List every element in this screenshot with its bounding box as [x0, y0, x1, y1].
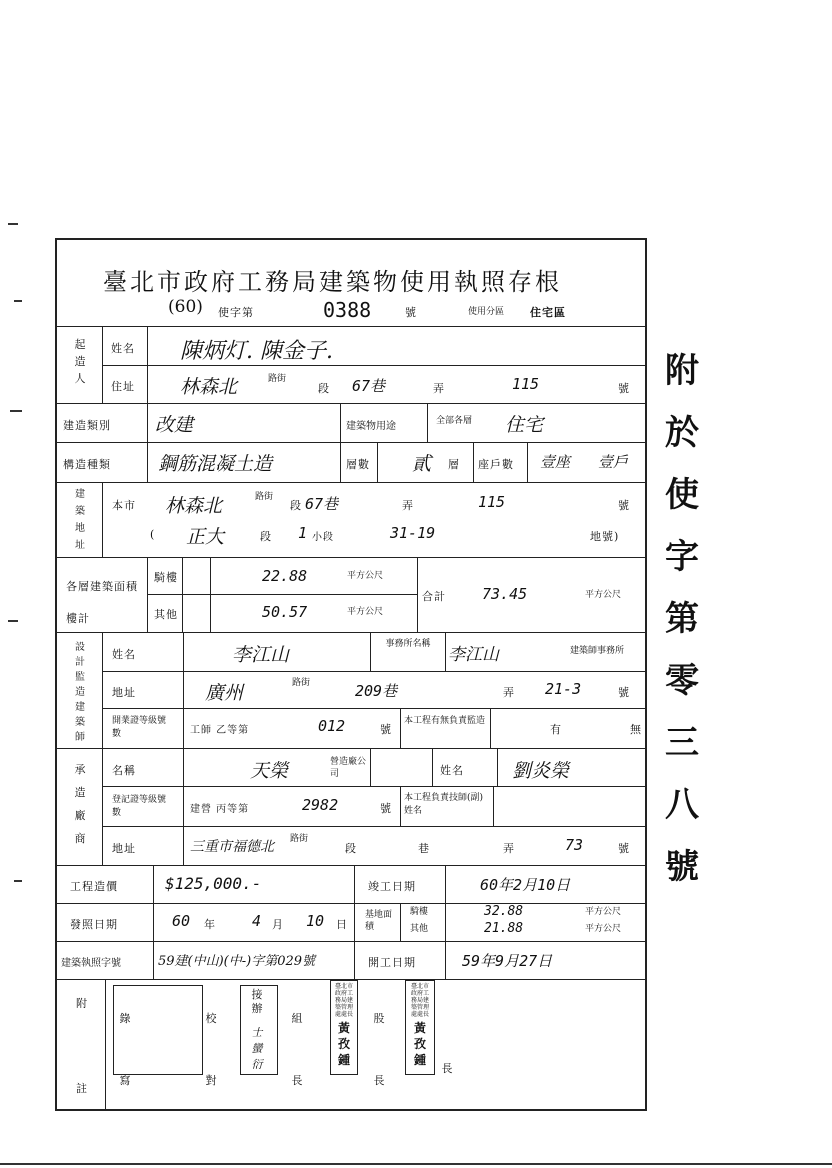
- applicant-address-number: 115: [512, 375, 540, 393]
- units-label: 座戶數: [478, 458, 514, 471]
- handler-value: 士蠻衍: [251, 1026, 263, 1071]
- contractor-reg-number: 2982: [302, 796, 339, 814]
- designer-address-alley: 弄: [503, 686, 515, 699]
- copy-label: 錄寫: [119, 1012, 131, 1087]
- other-label: 其他: [154, 608, 178, 621]
- permit-hao: 號: [405, 306, 417, 319]
- site-subsection: 小段: [312, 532, 334, 543]
- start-label: 開工日期: [368, 956, 416, 969]
- contractor-reg-class: 建營 丙等第: [190, 804, 250, 815]
- site-subsection-no: 1: [298, 524, 308, 542]
- site-arcade-value: 32.88: [484, 904, 524, 919]
- site-other-value: 21.88: [484, 921, 524, 936]
- scan-mark: [14, 300, 22, 302]
- site-lot-no: 31-19: [390, 524, 436, 542]
- issue-month: 4: [252, 912, 262, 930]
- contractor-name-value: 天榮: [250, 760, 289, 782]
- units-seats: 壹座: [540, 453, 571, 471]
- site-arcade-label: 騎樓: [410, 907, 429, 917]
- permit-no-value: 59建(中山)(中-)字第029號: [158, 954, 316, 969]
- remarks-label-bottom: 註: [76, 1082, 88, 1095]
- structure-value: 鋼筋混凝土造: [158, 453, 273, 475]
- cost-label: 工程造價: [70, 880, 118, 893]
- cost-value: $125,000.-: [165, 874, 262, 893]
- site-city: 本市: [112, 499, 136, 512]
- building-use-floor: 全部各層: [436, 416, 473, 426]
- floors-label: 層數: [346, 458, 370, 471]
- designer-address-label: 地址: [112, 686, 136, 699]
- site-paren-open: (: [150, 528, 156, 541]
- group-label: 組長: [291, 1012, 303, 1087]
- contractor-address-alley: 弄: [503, 842, 515, 855]
- zone-label: 使用分區: [468, 307, 505, 317]
- office-value: 李江山: [448, 645, 499, 665]
- issue-day-unit: 日: [336, 918, 348, 931]
- designer-cert-hao: 號: [380, 723, 392, 736]
- arcade-unit: 平方公尺: [347, 571, 384, 581]
- section-chief-label: 股長: [373, 1012, 385, 1087]
- applicant-address-hao: 號: [618, 382, 630, 395]
- other-value: 50.57: [262, 603, 308, 621]
- applicant-address-label: 住址: [111, 380, 135, 393]
- contractor-name-label: 名稱: [112, 764, 136, 777]
- designer-address-number: 21-3: [545, 680, 582, 698]
- designer-name-label: 姓名: [112, 648, 136, 661]
- applicant-address-road: 林森北: [180, 376, 238, 398]
- applicant-address-lane: 67巷: [352, 377, 386, 395]
- contractor-section-label: 承造廠商: [74, 763, 86, 845]
- applicant-road-suffix: 路街: [268, 374, 287, 384]
- other-unit: 平方公尺: [347, 607, 384, 617]
- contractor-address-number: 73: [565, 836, 584, 854]
- stamp1-name: 黃孜鍾: [337, 1021, 350, 1067]
- site-hao: 號: [618, 499, 630, 512]
- site-road-suffix: 路街: [255, 492, 274, 502]
- contractor-reg-hao: 號: [380, 802, 392, 815]
- contractor-person-label: 姓名: [440, 764, 464, 777]
- issue-day: 10: [306, 912, 325, 930]
- site-section: 段: [290, 499, 302, 512]
- units-households: 壹戶: [598, 453, 629, 471]
- building-type-label: 建造類別: [63, 419, 111, 432]
- applicant-section-label: 起造人: [74, 338, 86, 385]
- designer-name-value: 李江山: [232, 644, 290, 666]
- building-use-value: 住宅: [505, 414, 544, 436]
- building-type-value: 改建: [155, 414, 194, 436]
- arcade-value: 22.88: [262, 567, 308, 585]
- site-district-section: 段: [260, 530, 272, 543]
- zone-value: 住宅區: [530, 306, 566, 319]
- start-value: 59年9月27日: [462, 952, 553, 970]
- site-number: 115: [478, 493, 506, 511]
- contractor-address-hao: 號: [618, 842, 630, 855]
- contractor-name-suffix: 營造廠公司: [330, 757, 367, 779]
- building-use-label: 建築物用途: [346, 421, 396, 432]
- issue-year-unit: 年: [204, 918, 216, 931]
- bottom-edge-line: [0, 1163, 832, 1165]
- issue-month-unit: 月: [272, 918, 284, 931]
- designer-section-label: 設計監造建築師: [75, 642, 85, 743]
- designer-cert-class: 工師 乙等第: [190, 725, 250, 736]
- chief-label: 長: [441, 1062, 453, 1075]
- site-lane: 67巷: [305, 495, 339, 513]
- scan-mark: [8, 620, 18, 622]
- handler-label: 接辦: [251, 988, 263, 1015]
- applicant-address-section: 段: [318, 382, 330, 395]
- contractor-tech-label: 本工程負責技師(副)姓名: [404, 793, 484, 816]
- structure-label: 構造種類: [63, 458, 111, 471]
- designer-cert-number: 012: [318, 717, 346, 735]
- site-arcade-unit: 平方公尺: [585, 907, 622, 917]
- site-district: 正大: [186, 526, 225, 548]
- site-other-label: 其他: [410, 924, 429, 934]
- office-suffix: 建築師事務所: [570, 646, 625, 656]
- total-label: 合計: [422, 590, 446, 603]
- total-value: 73.45: [482, 585, 528, 603]
- site-road: 林森北: [165, 495, 223, 517]
- form-title: 臺北市政府工務局建築物使用執照存根: [103, 268, 562, 296]
- office-label: 事務所名稱: [385, 639, 431, 649]
- contractor-address-section: 段: [345, 842, 357, 855]
- responsible-none: 無: [630, 723, 642, 736]
- contractor-address-value: 三重市福德北: [190, 839, 274, 855]
- permit-word: 使字第: [218, 306, 254, 319]
- site-other-unit: 平方公尺: [585, 924, 622, 934]
- designer-address-road: 廣州: [205, 682, 244, 704]
- designer-address-lane: 209巷: [355, 682, 398, 700]
- permit-number: 0388: [323, 298, 372, 322]
- stamp2-title: 臺北市政府工務局建築管理處處長: [410, 983, 429, 1018]
- applicant-name-value: 陳炳灯. 陳金子.: [180, 339, 333, 364]
- complete-label: 竣工日期: [368, 880, 416, 893]
- proof-label: 校對: [205, 1012, 217, 1087]
- site-section-label: 建築地址: [75, 489, 85, 551]
- contractor-person-value: 劉炎榮: [512, 760, 570, 782]
- floors-unit: 層: [448, 458, 460, 471]
- contractor-road-suffix: 路街: [290, 834, 309, 844]
- designer-cert-label: 開業證等級號數: [112, 716, 167, 739]
- site-lot-label: 地號): [590, 530, 620, 543]
- contractor-reg-label: 登記證等級號數: [112, 795, 167, 818]
- permit-year: (60): [168, 297, 203, 317]
- area-section-label: 各層建築面積樓計: [66, 580, 138, 625]
- scan-mark: [10, 410, 22, 412]
- site-alley: 弄: [402, 499, 414, 512]
- arcade-label: 騎樓: [154, 571, 178, 584]
- right-edge-text: 附於使字第零三八號: [665, 351, 699, 887]
- contractor-address-lane: 巷: [418, 842, 430, 855]
- stamp2-name: 黃孜鍾: [413, 1021, 426, 1067]
- responsible-label: 本工程有無負責監造: [404, 716, 486, 726]
- contractor-address-label: 地址: [112, 842, 136, 855]
- issue-year: 60: [172, 912, 191, 930]
- site-area-label: 基地面積: [365, 910, 393, 932]
- responsible-value: 有: [550, 723, 562, 736]
- scan-mark: [8, 223, 18, 225]
- issue-label: 發照日期: [70, 918, 118, 931]
- applicant-name-label: 姓名: [111, 342, 135, 355]
- applicant-address-alley: 弄: [433, 382, 445, 395]
- permit-no-label: 建築執照字號: [61, 958, 121, 969]
- floors-value: 貳: [412, 453, 432, 475]
- complete-value: 60年2月10日: [480, 876, 571, 894]
- stamp1-title: 臺北市政府工務局建築管理處處長: [334, 983, 353, 1018]
- remarks-label-top: 附: [76, 997, 88, 1010]
- scan-mark: [14, 880, 22, 882]
- designer-address-hao: 號: [618, 686, 630, 699]
- total-unit: 平方公尺: [585, 590, 622, 600]
- designer-road-suffix: 路街: [292, 678, 311, 688]
